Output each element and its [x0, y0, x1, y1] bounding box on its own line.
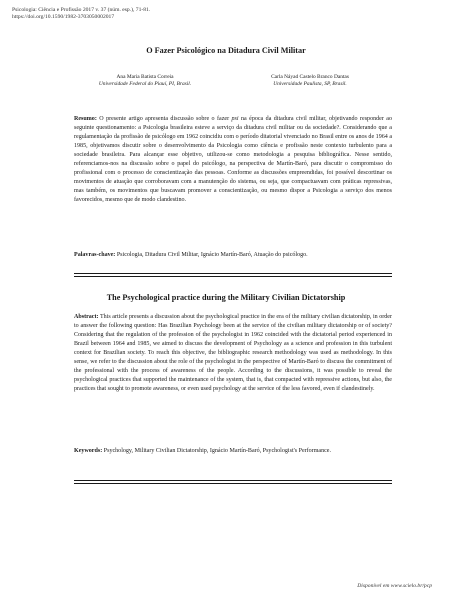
divider [74, 483, 392, 484]
author-name: Carla Náyad Castelo Branco Dantas [271, 74, 349, 80]
abstract-psi: psi [231, 116, 239, 122]
abstract-label: Abstract: [74, 314, 99, 320]
author-2 [240, 74, 380, 88]
abstract-portuguese [74, 115, 392, 205]
divider [74, 480, 392, 481]
author-name: Ana Maria Batista Correia [116, 74, 174, 80]
keywords-text: Psicologia, Ditadura Civil Militar, Ignácio Martín-Baró, Atuação do psicólogo. [115, 252, 308, 258]
author-block [80, 74, 380, 88]
abstract-text-cont: na época da ditadura civil militar, objetivando responder ao seguinte questionamento: a Psicologia brasileira esteve a serviço da ditadura civil militar ou da sociedade?. Considerando que a regulamentação da profissão de psicólogo em 1962 coincidiu com o período ditatorial vivenciado no Brasil entre os anos de 1964 a 1985, objetivamos discutir sobre o desenvolvimento da Psicologia como ciência e profissão neste contexto turbulento para a sociedade brasileira. Para alcançar esse objetivo, utilizou-se como metodologia a pesquisa bibliográfica. Nesse sentido, referenciamos-nos na discussão sobre o papel do psicólogo, na perspectiva de Martín-Baró, para discutir o compromisso do profissional com o processo de conscientização das pessoas. Conforme as discussões empreendidas, foi possível descortinar os movimentos de atuação que corroboravam com a manutenção do sistema, ou seja, que compactuavam com práticas repressivas, mas também, os movimentos que buscavam promover a conscientização, ou mesmo dispor a Psicologia a serviço dos menos favorecidos, mesmo que de modo clandestino. [74, 116, 392, 203]
journal-line: Psicologia: Ciência e Profissão 2017 v. 37 (núm. esp.), 71-81. [12, 7, 151, 13]
author-affiliation: Universidade Federal do Piauí, PI, Brasil. [98, 81, 192, 87]
keywords-text: Psychology, Military Civilian Dictatorship, Ignácio Martín-Baró, Psychologist's Performance. [102, 448, 331, 454]
abstract-label: Resumo: [74, 116, 97, 122]
title-english: The Psychological practice during the Military Civilian Dictatorship [106, 293, 346, 302]
divider [74, 276, 392, 277]
doi-link[interactable]: https://doi.org/10.1590/1982-3703050002017 [12, 14, 115, 20]
keywords-portuguese [74, 251, 392, 260]
title-portuguese: O Fazer Psicológico na Ditadura Civil Militar [146, 46, 306, 55]
abstract-english [74, 313, 392, 394]
author-1 [80, 74, 210, 88]
divider [74, 273, 392, 274]
author-affiliation: Universidade Paulista, SP, Brasil. [273, 81, 347, 87]
journal-reference [12, 7, 312, 21]
keywords-label: Keywords: [74, 448, 103, 454]
availability-footer: Disponível em www.scielo.br/pcp [357, 583, 432, 589]
abstract-text: O presente artigo apresenta discussão sobre o fazer [96, 116, 232, 122]
keywords-label: Palavras-chave: [74, 252, 116, 258]
abstract-text: This article presents a discussion about the psychological practice in the era of the military civilian dictatorship, in order to answer the following question: Has Brazilian Psychology been at the service of the civilian military dictatorship or of society? Considering that the regulation of the profession of the psychologist in 1962 coincided with the dictatorial period experienced in Brazil between 1964 and 1985, we aimed to discuss the development of Psychology as a science and profession in this turbulent context for Brazilian society. To reach this objective, the bibliographic research methodology was used as methodology. In this sense, we refer to the discussion about the role of the psychologist in the perspective of Martín-Baró to discuss the commitment of the professional with the process of awareness of the people. According to the discussions, it was possible to reveal the psychological practices that supported the maintenance of the system, that is, that compacted with repressive actions, but also, the practices that sought to promote awareness, or even used psychology at the service of the less favored, even if clandestinely. [74, 314, 392, 392]
keywords-english [74, 447, 392, 456]
